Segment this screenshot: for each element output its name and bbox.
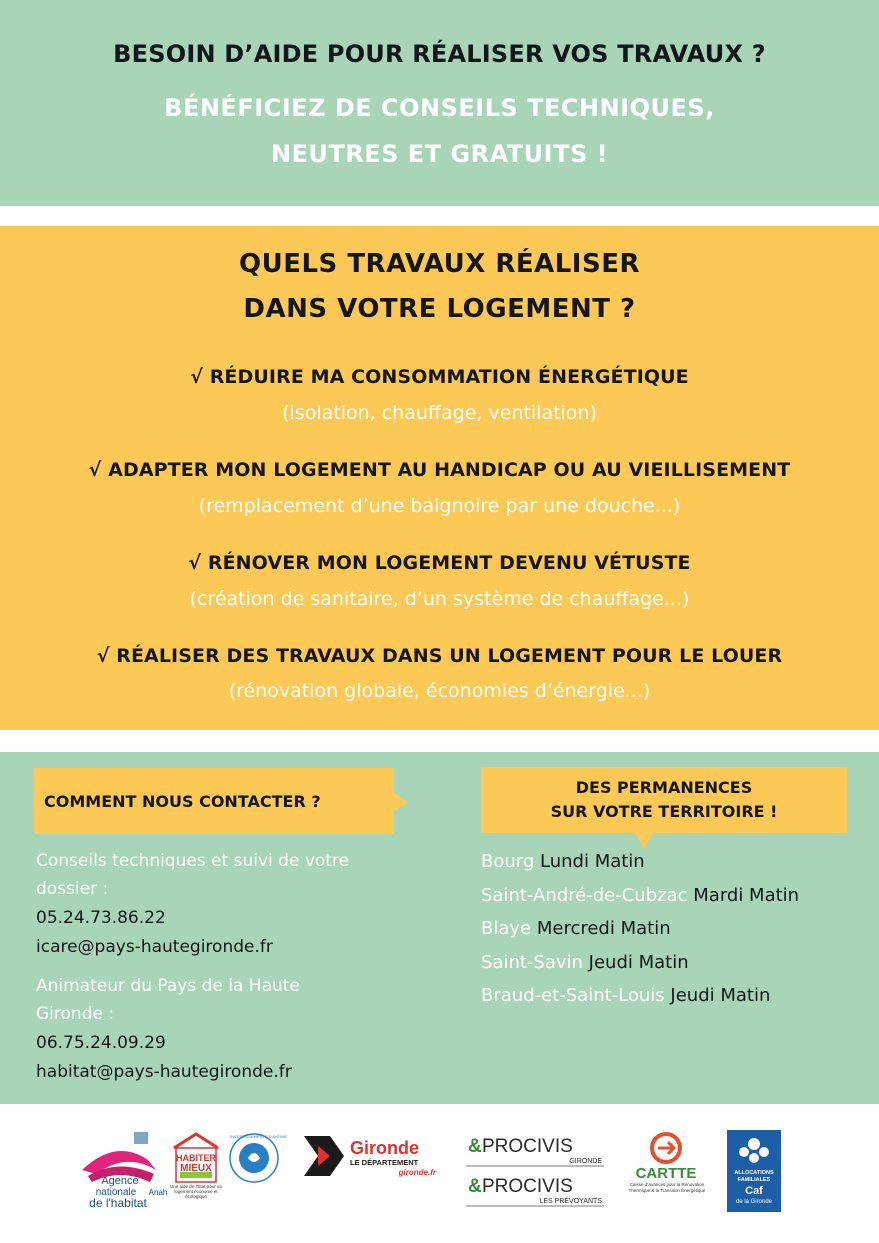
- gironde-logo: [300, 1132, 442, 1182]
- permanence-time: Mardi Matin: [693, 885, 800, 906]
- mieux-text: MIEUX: [180, 1163, 212, 1174]
- procivis-logos: [464, 1130, 606, 1210]
- cartte-name: CARTTE: [635, 1165, 697, 1182]
- anah-line-3: de l'habitat: [89, 1196, 147, 1210]
- contact-intro-line-1: Conseils techniques et suivi de votre: [36, 851, 350, 871]
- caf-line-4: de la Gironde: [735, 1199, 773, 1205]
- cartte-logo: [624, 1130, 710, 1212]
- investissements-avenir-logo: [228, 1132, 287, 1184]
- anah-line-1: Agence: [101, 1175, 139, 1187]
- gironde-name: Gironde: [350, 1138, 420, 1158]
- procivis-ampersand-icon: &: [468, 1176, 482, 1197]
- anah-tag: Anah: [148, 1188, 168, 1197]
- contact-intro-line-2: dossier :: [36, 879, 109, 899]
- permanence-row: [481, 885, 799, 906]
- item-title-energy: √ RÉDUIRE MA CONSOMMATION ÉNERGÉTIQUE: [190, 366, 689, 388]
- procivis-name-1: PROCIVIS: [482, 1136, 573, 1157]
- anah-logo: [76, 1130, 168, 1212]
- anah-line-2: nationale: [95, 1187, 137, 1198]
- caf-line-3: Caf: [745, 1185, 763, 1197]
- permanence-place: Braud-et-Saint-Louis: [481, 985, 665, 1006]
- contact-phone-2[interactable]: 06.75.24.09.29: [36, 1033, 166, 1053]
- item-detail-handicap: (remplacement d’une baignoire par une douche...): [198, 495, 681, 517]
- permanence-place: Bourg: [481, 851, 535, 872]
- page-title: BESOIN D’AIDE POUR RÉALISER VOS TRAVAUX ?: [113, 40, 766, 68]
- item-detail-energy: (isolation, chauffage, ventilation): [282, 402, 597, 424]
- contact-animateur-line-1: Animateur du Pays de la Haute: [36, 976, 300, 996]
- item-detail-renovate: (création de sanitaire, d’un système de chauffage...): [189, 588, 690, 610]
- gironde-sub: LE DÉPARTEMENT: [350, 1158, 419, 1167]
- caf-line-2: FAMILIALES: [737, 1177, 771, 1183]
- permanence-time: Jeudi Matin: [670, 985, 771, 1006]
- subtitle-line-1: BÉNÉFICIEZ DE CONSEILS TECHNIQUES,: [164, 94, 715, 122]
- permanence-row: [481, 985, 770, 1006]
- procivis-sub-2: LES PRÉVOYANTS: [539, 1198, 602, 1205]
- procivis-name-2: PROCIVIS: [482, 1176, 573, 1197]
- permanence-time: Lundi Matin: [540, 851, 645, 872]
- habiter-text: HABITER: [176, 1153, 216, 1163]
- item-title-rent: √ RÉALISER DES TRAVAUX DANS UN LOGEMENT POUR LE LOUER: [96, 645, 783, 667]
- gironde-url: gironde.fr: [398, 1168, 436, 1177]
- habiter-mieux-caption: Une aide de l'État pour un logement économe et écologique: [170, 1184, 222, 1199]
- contact-animateur-line-2: Gironde :: [36, 1004, 115, 1024]
- permanence-place: Saint-André-de-Cubzac: [481, 885, 688, 906]
- question-line-2: DANS VOTRE LOGEMENT ?: [243, 294, 636, 324]
- subtitle-line-2: NEUTRES ET GRATUITS !: [270, 140, 609, 168]
- permanence-row: [481, 918, 671, 939]
- procivis-ampersand-icon: &: [468, 1136, 482, 1157]
- caf-line-1: ALLOCATIONS: [734, 1170, 774, 1176]
- permanence-time: Mercredi Matin: [536, 918, 671, 939]
- contact-phone-1[interactable]: 05.24.73.86.22: [36, 908, 166, 928]
- permanence-place: Saint-Savin: [481, 952, 583, 973]
- contact-title: COMMENT NOUS CONTACTER ?: [44, 791, 321, 811]
- permanences-title-line-1: DES PERMANENCES: [575, 778, 753, 797]
- cartte-caption: Caisse d'Avances pour la Rénovation Thermique & la Transition Énergétique: [628, 1182, 706, 1193]
- contact-email-2[interactable]: habitat@pays-hautegironde.fr: [36, 1062, 292, 1082]
- question-line-1: QUELS TRAVAUX RÉALISER: [239, 249, 640, 279]
- procivis-sub-1: GIRONDE: [569, 1158, 602, 1165]
- permanences-tab: [481, 767, 847, 833]
- item-title-handicap: √ ADAPTER MON LOGEMENT AU HANDICAP OU AU VIEILLISEMENT: [88, 459, 791, 481]
- item-title-renovate: √ RÉNOVER MON LOGEMENT DEVENU VÉTUSTE: [188, 552, 691, 574]
- permanence-row: [481, 952, 689, 973]
- permanence-place: Blaye: [481, 918, 532, 939]
- contact-tab: [34, 768, 394, 834]
- item-detail-rent: (rénovation globale, économies d’énergie...): [228, 680, 651, 702]
- contact-email-1[interactable]: icare@pays-hautegironde.fr: [36, 937, 273, 957]
- habiter-mieux-logo: [170, 1130, 222, 1212]
- caf-logo: [727, 1130, 781, 1212]
- permanences-title-line-2: SUR VOTRE TERRITOIRE !: [550, 802, 778, 821]
- investissements-text: INVESTISSEMENTS D'AVENIR: [230, 1134, 287, 1139]
- permanence-row: [481, 851, 645, 872]
- permanence-time: Jeudi Matin: [588, 952, 689, 973]
